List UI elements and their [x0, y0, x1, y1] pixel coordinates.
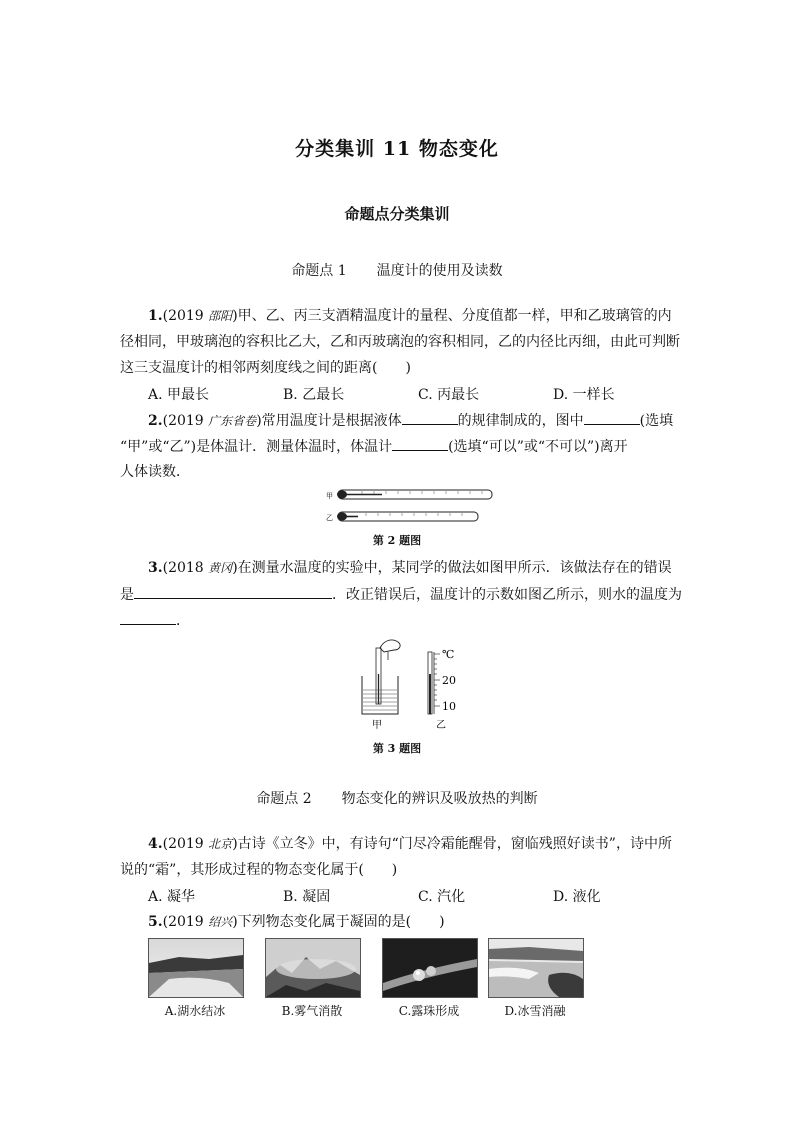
photo-caption-b: B.雾气消散 [281, 1004, 343, 1018]
tick-label-10: 10 [442, 700, 456, 713]
photo-ice-melting [488, 938, 584, 998]
answer-blank [120, 610, 176, 625]
option-d: D. 液化 [553, 889, 601, 905]
question-3-line-2: 是 ．改正错误后，温度计的示数如图乙所示，则水的温度为 [120, 584, 680, 605]
question-4-line-2: 说的“霜”，其形成过程的物态变化属于( ) [120, 862, 398, 878]
figure-2-caption: 第 2 题图 [372, 534, 422, 547]
question-1-line-1: 1.(2019 邵阳)甲、乙、丙三支酒精温度计的量程、分度值都一样，甲和乙玻璃管的内 [148, 308, 672, 324]
thermometer-jia-ticks [362, 491, 482, 494]
source-place: 绍兴 [208, 915, 233, 929]
option-a: A. 凝华 [148, 889, 196, 905]
label-jia: 甲 [372, 720, 382, 731]
thermometer-scale-ticks [434, 654, 440, 706]
answer-blank [134, 584, 332, 599]
question-2-line-1: 2.(2019 广东省卷)常用温度计是根据液体 的规律制成的，图中 (选填 [148, 410, 680, 431]
tick-label-20: 20 [442, 674, 456, 687]
photo-dew-forming [382, 938, 478, 998]
beaker [362, 676, 398, 714]
question-number: 4. [148, 836, 163, 852]
section-number: 命题点 2 [256, 791, 312, 807]
photo-lake-freezing [148, 938, 244, 998]
beaker-water [363, 690, 397, 710]
source-place: 黄冈 [208, 561, 233, 575]
option-b: B. 乙最长 [283, 387, 345, 403]
figure-3-caption: 第 3 题图 [372, 742, 422, 755]
section-number: 命题点 1 [291, 263, 347, 279]
thermometer-yi-bulb [337, 513, 347, 521]
question-number: 2. [148, 413, 163, 429]
photo-fog-dispersing [265, 938, 361, 998]
thermometer-yi-ticks [366, 513, 462, 516]
question-5-line-1: 5.(2019 绍兴)下列物态变化属于凝固的是( ) [148, 914, 445, 930]
section-heading-2 [0, 788, 794, 808]
source-place: 邵阳 [208, 309, 233, 323]
question-number: 3. [148, 560, 163, 576]
question-1-line-2: 径相同，甲玻璃泡的容积比乙大，乙和丙玻璃泡的容积相同，乙的内径比丙细，由此可判断 [120, 334, 680, 350]
section-name: 物态变化的辨识及吸放热的判断 [341, 791, 538, 807]
option-c: C. 汽化 [418, 889, 466, 905]
option-b: B. 凝固 [283, 889, 331, 905]
source-place: 广东省卷 [208, 414, 257, 428]
label-yi: 乙 [326, 514, 333, 522]
question-number: 5. [148, 914, 163, 930]
figure-3-experiment [354, 634, 474, 734]
question-4-options [148, 886, 688, 906]
question-2-line-2: “甲”或“乙”)是体温计．测量体温时，体温计 (选填“可以”或“不可以”)离开 [120, 436, 680, 457]
photo-caption-d: D.冰雪消融 [504, 1004, 566, 1018]
thermometer-yi-tube [338, 512, 478, 521]
photo-caption-a: A.湖水结冰 [164, 1004, 226, 1018]
source-place: 北京 [208, 837, 233, 851]
answer-blank [392, 436, 448, 451]
question-3-line-3: ． [120, 610, 680, 631]
option-d: D. 一样长 [553, 387, 615, 403]
page-title: 分类集训 11 物态变化 [295, 138, 499, 160]
answer-blank [402, 410, 458, 425]
thermometer-jia-bulb [337, 491, 347, 499]
question-3-line-1: 3.(2018 黄冈)在测量水温度的实验中，某同学的做法如图甲所示．该做法存在的错误 [148, 560, 672, 576]
temperature-unit: ℃ [442, 648, 455, 661]
answer-blank [584, 410, 640, 425]
photo-caption-c: C.露珠形成 [398, 1004, 460, 1018]
hand-icon [380, 640, 400, 652]
page-subtitle: 命题点分类集训 [344, 205, 450, 223]
figure-2-thermometers [322, 484, 502, 528]
label-jia: 甲 [326, 492, 333, 500]
question-number: 1. [148, 308, 163, 324]
label-yi: 乙 [436, 720, 446, 731]
question-1-options [148, 384, 688, 404]
question-1-line-3: 这三支温度计的相邻两刻度线之间的距离( ) [120, 360, 411, 376]
question-2-line-3: 人体读数． [120, 464, 190, 480]
section-heading-1 [0, 260, 794, 280]
option-c: C. 丙最长 [418, 387, 480, 403]
section-name: 温度计的使用及读数 [376, 263, 503, 279]
option-a: A. 甲最长 [148, 387, 210, 403]
question-4-line-1: 4.(2019 北京)古诗《立冬》中，有诗句“门尽冷霜能醒骨，窗临残照好读书”，诗中所 [148, 836, 672, 852]
